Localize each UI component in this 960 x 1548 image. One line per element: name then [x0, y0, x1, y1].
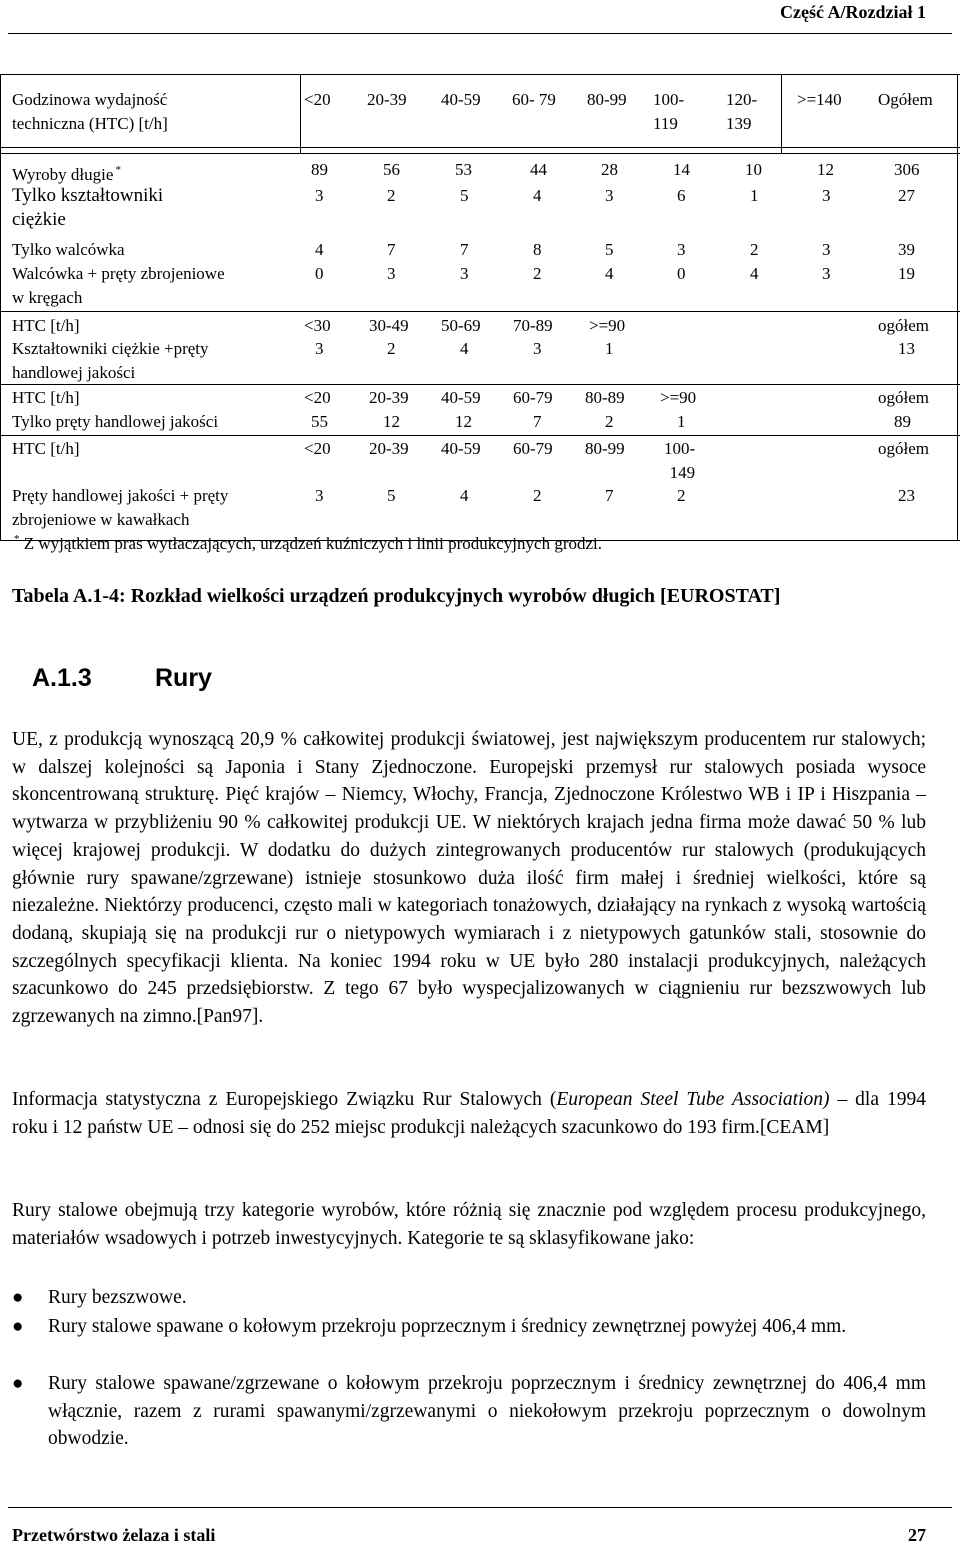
table-header-cell: 120- 139 — [726, 90, 758, 133]
table-cell: 23 — [898, 486, 915, 505]
size-distribution-table — [0, 0, 960, 560]
table-footnote: * Z wyjątkiem pras wytłaczających, urządzeń kuźniczych i linii produkcyjnych grodzi. — [14, 533, 602, 553]
table-cell: 3 — [677, 240, 686, 259]
table-cell: 2 — [387, 186, 396, 205]
table-header-cell: 80-99 — [587, 90, 627, 109]
table-cell: 1 — [605, 339, 614, 358]
table-cell: 39 — [898, 240, 915, 259]
table-cell: 6 — [677, 186, 686, 205]
table-header-divider — [781, 74, 782, 153]
table-cell: 12 — [817, 160, 834, 179]
table-subheader-cell: 40-59 — [441, 388, 481, 407]
table-block-divider — [0, 435, 960, 436]
table-right-border — [957, 74, 958, 540]
bullet-icon: ● — [12, 1287, 24, 1308]
table-subheader-cell: ogółem — [878, 316, 929, 335]
table-subheader-cell: 40-59 — [441, 439, 481, 458]
footer-title: Przetwórstwo żelaza i stali — [12, 1525, 216, 1545]
table-cell: 10 — [745, 160, 762, 179]
table-subheader-label: HTC [t/h] — [12, 388, 80, 407]
table-subheader-cell: 60-79 — [513, 439, 553, 458]
table-cell: 2 — [605, 412, 614, 431]
table-cell: 306 — [894, 160, 920, 179]
table-header-cell: 60- 79 — [512, 90, 556, 109]
table-cell: 5 — [460, 186, 469, 205]
table-subheader-cell: 70-89 — [513, 316, 553, 335]
table-header-double-border — [0, 153, 960, 154]
table-row-label: Pręty handlowej jakości + pręty zbrojeniowe w kawałkach — [12, 486, 229, 529]
paragraph-3: Rury stalowe obejmują trzy kategorie wyrobów, które różnią się znacznie pod względem procesu produkcyjnego, materiałów wsadowych i potrzeb inwestycyjnych. Kategorie te są sklasyfikowane jako: — [12, 1200, 926, 1249]
table-row-label: Wyroby długie * — [12, 164, 121, 184]
table-row-label: Tylko walcówka — [12, 240, 125, 259]
table-cell: 5 — [387, 486, 396, 505]
table-cell: 53 — [455, 160, 472, 179]
section-title: Rury — [155, 664, 212, 692]
table-cell: 3 — [605, 186, 614, 205]
table-cell: 19 — [898, 264, 915, 283]
table-cell: 4 — [605, 264, 614, 283]
table-header-cell: Ogółem — [878, 90, 933, 109]
table-cell: 7 — [605, 486, 614, 505]
table-cell: 3 — [387, 264, 396, 283]
table-cell: 4 — [750, 264, 759, 283]
table-cell: 3 — [533, 339, 542, 358]
page-number: 27 — [908, 1525, 926, 1545]
table-header-label-line1: Godzinowa wydajność — [12, 90, 168, 109]
paragraph-1: UE, z produkcją wynoszącą 20,9 % całkowitej produkcji światowej, jest największym producentem rur stalowych; w dalszej kolejności są Japonia i Stany Zjednoczone. Europejski przemysł rur stalowych posiada wysoce skoncentrowaną strukturę. Pięć krajów – Niemcy, Włochy, Francja, Zjednoczone Królestwo WB i IP i Hiszpania – wytwarza w przybliżeniu 90 % całkowitej produkcji UE. W niektórych krajach jedna firma może dawać 50 % lub więcej krajowej produkcji. W dodatku do dużych zintegrowanych producentów rur stalowych (produkujących głównie rury spawane/zgrzewane) istnieje stosunkowo duża ilość firm małej i średniej wielkości, które są niezależne. Niektórzy producenci, często mali w kategoriach tonażowych, działający na rynkach z wysoką wartością dodaną, skupiają się na produkcji rur o nietypowych wymiarach i z nietypowych gatunków stali, stosownie do szczególnych specyfikacji klienta. Na koniec 1994 roku w UE było 280 instalacji produkcyjnych, należących szacunkowo do 245 przedsiębiorstw. Z tego 67 było wyspecjalizowanych w ciągnieniu rur bezszwowych lub zgrzewanych na zimno.[Pan97]. — [12, 729, 926, 1028]
table-subheader-label: HTC [t/h] — [12, 439, 80, 458]
table-cell: 1 — [750, 186, 759, 205]
table-cell: 3 — [822, 264, 831, 283]
table-cell: 28 — [601, 160, 618, 179]
table-cell: 56 — [383, 160, 400, 179]
table-cell: 12 — [383, 412, 400, 431]
table-cell: 13 — [898, 339, 915, 358]
table-subheader-cell: 20-39 — [369, 439, 409, 458]
table-row-label: Kształtowniki ciężkie +pręty handlowej jakości — [12, 339, 209, 382]
table-subheader-cell: 80-99 — [585, 439, 625, 458]
table-block-divider — [0, 311, 960, 312]
table-subheader-cell: >=90 — [660, 388, 697, 407]
table-cell: 4 — [315, 240, 324, 259]
table-cell: 7 — [460, 240, 469, 259]
bullet-icon: ● — [12, 1373, 24, 1394]
table-subheader-cell: 80-89 — [585, 388, 625, 407]
chapter-header: Część A/Rozdział 1 — [780, 2, 926, 22]
table-cell: 0 — [315, 264, 324, 283]
table-header-divider — [300, 74, 301, 153]
table-row-label: Walcówka + pręty zbrojeniowe w kręgach — [12, 264, 225, 307]
table-subheader-cell: 20-39 — [369, 388, 409, 407]
table-cell: 3 — [822, 186, 831, 205]
table-cell: 7 — [533, 412, 542, 431]
table-cell: 55 — [311, 412, 328, 431]
table-subheader-cell: 60-79 — [513, 388, 553, 407]
table-cell: 2 — [533, 264, 542, 283]
table-cell: 2 — [750, 240, 759, 259]
table-cell: 8 — [533, 240, 542, 259]
table-subheader-cell: ogółem — [878, 388, 929, 407]
section-number: A.1.3 — [32, 664, 92, 692]
table-header-cell: 100- 119 — [653, 90, 685, 133]
table-cell: 3 — [460, 264, 469, 283]
table-row-label: Tylko pręty handlowej jakości — [12, 412, 219, 431]
table-cell: 44 — [530, 160, 547, 179]
table-cell: 3 — [315, 486, 324, 505]
footnote-marker: * — [115, 164, 121, 176]
footnote-marker: * — [14, 533, 20, 545]
table-cell: 2 — [677, 486, 686, 505]
table-cell: 2 — [533, 486, 542, 505]
footer-rule — [8, 1507, 952, 1508]
table-cell: 89 — [311, 160, 328, 179]
bullet-icon: ● — [12, 1316, 24, 1337]
table-subheader-cell: 30-49 — [369, 316, 409, 335]
table-cell: 27 — [898, 186, 915, 205]
table-subheader-cell: >=90 — [589, 316, 626, 335]
table-header-cell: >=140 — [797, 90, 842, 109]
table-cell: 14 — [673, 160, 690, 179]
table-cell: 4 — [460, 339, 469, 358]
table-subheader-label: HTC [t/h] — [12, 316, 80, 335]
paragraph-2: Informacja statystyczna z Europejskiego Związku Rur Stalowych (European Steel Tube Association) – dla 1994 roku i 12 państw UE – odnosi się do 252 miejsc produkcji należących szacunkowo do 193 firm.[CEAM] — [12, 1089, 926, 1138]
table-cell: 3 — [315, 186, 324, 205]
table-cell: 89 — [894, 412, 911, 431]
table-block-divider — [0, 384, 960, 385]
table-top-border — [0, 74, 960, 75]
table-cell: 0 — [677, 264, 686, 283]
table-row-label: Tylko kształtowniki ciężkie — [12, 185, 164, 230]
table-cell: 4 — [460, 486, 469, 505]
table-subheader-cell: ogółem — [878, 439, 929, 458]
table-header-cell: 40-59 — [441, 90, 481, 109]
table-header-cell: <20 — [304, 90, 331, 109]
table-cell: 12 — [455, 412, 472, 431]
table-cell: 3 — [822, 240, 831, 259]
table-cell: 3 — [315, 339, 324, 358]
table-left-border — [0, 74, 1, 540]
table-subheader-cell: <20 — [304, 439, 331, 458]
table-header-cell: 20-39 — [367, 90, 407, 109]
table-subheader-cell: <30 — [304, 316, 331, 335]
table-subheader-cell: 50-69 — [441, 316, 481, 335]
table-cell: 1 — [677, 412, 686, 431]
table-header-bottom-border — [0, 147, 960, 148]
table-subheader-cell: <20 — [304, 388, 331, 407]
table-cell: 7 — [387, 240, 396, 259]
table-cell: 4 — [533, 186, 542, 205]
table-caption: Tabela A.1-4: Rozkład wielkości urządzeń produkcyjnych wyrobów długich [EUROSTAT] — [12, 585, 781, 607]
table-header-label-line2: techniczna (HTC) [t/h] — [12, 114, 168, 133]
table-subheader-cell: 100- 149 — [664, 439, 696, 482]
table-cell: 2 — [387, 339, 396, 358]
table-cell: 5 — [605, 240, 614, 259]
